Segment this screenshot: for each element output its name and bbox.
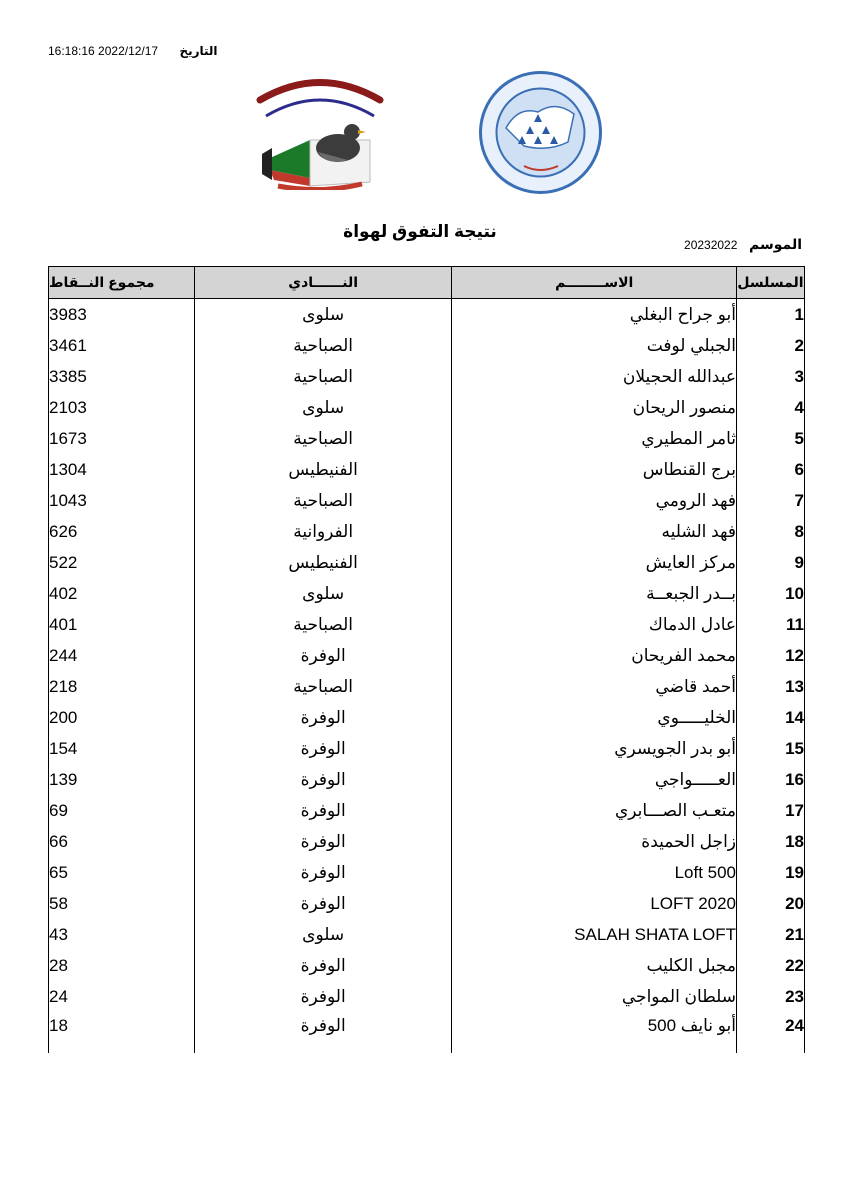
cell-name: عادل الدماك bbox=[452, 609, 737, 640]
cell-club: الوفرة bbox=[194, 826, 452, 857]
cell-club: سلوى bbox=[194, 919, 452, 950]
cell-name: أبو جراح البغلي bbox=[452, 299, 737, 331]
cell-name: الجبلي لوفت bbox=[452, 330, 737, 361]
table-row bbox=[49, 950, 805, 981]
cell-club: الوفرة bbox=[194, 640, 452, 671]
cell-club: الصباحية bbox=[194, 485, 452, 516]
cell-club: الوفرة bbox=[194, 733, 452, 764]
cell-points: 3983 bbox=[49, 299, 195, 331]
cell-club: الصباحية bbox=[194, 361, 452, 392]
cell-points: 3385 bbox=[49, 361, 195, 392]
cell-name: ثامر المطيري bbox=[452, 423, 737, 454]
table-row bbox=[49, 640, 805, 671]
cell-serial: 18 bbox=[737, 826, 805, 857]
cell-serial: 23 bbox=[737, 981, 805, 1012]
cell-serial: 12 bbox=[737, 640, 805, 671]
table-row bbox=[49, 702, 805, 733]
cell-club: سلوى bbox=[194, 299, 452, 331]
cell-name: متعـب الصـــابري bbox=[452, 795, 737, 826]
cell-name: الخليـــــوي bbox=[452, 702, 737, 733]
cell-name: أحمد قاضي bbox=[452, 671, 737, 702]
table-row bbox=[49, 516, 805, 547]
cell-club: الوفرة bbox=[194, 795, 452, 826]
cell-serial: 16 bbox=[737, 764, 805, 795]
header-name: الاســــــــم bbox=[452, 267, 737, 299]
season-info bbox=[684, 236, 802, 253]
cell-name: مجبل الكليب bbox=[452, 950, 737, 981]
cell-points: 43 bbox=[49, 919, 195, 950]
table-row bbox=[49, 578, 805, 609]
cell-serial: 15 bbox=[737, 733, 805, 764]
cell-name: زاجل الحميدة bbox=[452, 826, 737, 857]
cell-serial: 4 bbox=[737, 392, 805, 423]
cell-serial: 9 bbox=[737, 547, 805, 578]
cell-club: الوفرة bbox=[194, 888, 452, 919]
table-row bbox=[49, 764, 805, 795]
header-club: النــــــادي bbox=[194, 267, 452, 299]
cell-club: الصباحية bbox=[194, 609, 452, 640]
cell-name: Loft 500 bbox=[452, 857, 737, 888]
cell-name: برج القنطاس bbox=[452, 454, 737, 485]
cell-club: الفروانية bbox=[194, 516, 452, 547]
table-row bbox=[49, 485, 805, 516]
cell-serial: 8 bbox=[737, 516, 805, 547]
cell-points: 2103 bbox=[49, 392, 195, 423]
cell-name: أبو بدر الجويسري bbox=[452, 733, 737, 764]
cell-name: منصور الريحان bbox=[452, 392, 737, 423]
cell-serial: 24 bbox=[737, 1012, 805, 1053]
cell-name: محمد الفريحان bbox=[452, 640, 737, 671]
cell-points: 522 bbox=[49, 547, 195, 578]
cell-points: 28 bbox=[49, 950, 195, 981]
cell-points: 1304 bbox=[49, 454, 195, 485]
cell-name: بــدر الجبعــة bbox=[452, 578, 737, 609]
cell-points: 3461 bbox=[49, 330, 195, 361]
table-row bbox=[49, 547, 805, 578]
cell-serial: 22 bbox=[737, 950, 805, 981]
table-row bbox=[49, 454, 805, 485]
cell-serial: 17 bbox=[737, 795, 805, 826]
cell-points: 626 bbox=[49, 516, 195, 547]
cell-points: 401 bbox=[49, 609, 195, 640]
report-title: نتيجة التفوق لهواة bbox=[343, 222, 497, 241]
cell-club: الفنيطيس bbox=[194, 454, 452, 485]
cell-points: 139 bbox=[49, 764, 195, 795]
cell-points: 1043 bbox=[49, 485, 195, 516]
cell-name: SALAH SHATA LOFT bbox=[452, 919, 737, 950]
table-row bbox=[49, 392, 805, 423]
table-row bbox=[49, 888, 805, 919]
table-row bbox=[49, 733, 805, 764]
cell-points: 65 bbox=[49, 857, 195, 888]
cell-points: 154 bbox=[49, 733, 195, 764]
table-row bbox=[49, 330, 805, 361]
cell-serial: 13 bbox=[737, 671, 805, 702]
cell-points: 24 bbox=[49, 981, 195, 1012]
cell-name: فهد الرومي bbox=[452, 485, 737, 516]
cell-points: 1673 bbox=[49, 423, 195, 454]
cell-points: 200 bbox=[49, 702, 195, 733]
cell-serial: 7 bbox=[737, 485, 805, 516]
table-row bbox=[49, 423, 805, 454]
cell-serial: 1 bbox=[737, 299, 805, 331]
cell-points: 58 bbox=[49, 888, 195, 919]
kuwait-racing-pigeon-club-logo bbox=[250, 70, 390, 190]
season-label: الموسم bbox=[749, 236, 802, 252]
cell-points: 69 bbox=[49, 795, 195, 826]
report-date bbox=[48, 44, 218, 58]
results-table bbox=[48, 266, 805, 1053]
table-row bbox=[49, 981, 805, 1012]
cell-club: الوفرة bbox=[194, 950, 452, 981]
table-row bbox=[49, 857, 805, 888]
cell-club: الفنيطيس bbox=[194, 547, 452, 578]
cell-points: 218 bbox=[49, 671, 195, 702]
cell-name: أبو نايف 500 bbox=[452, 1012, 737, 1053]
cell-club: الصباحية bbox=[194, 423, 452, 454]
cell-club: الصباحية bbox=[194, 330, 452, 361]
table-row bbox=[49, 919, 805, 950]
table-header-row bbox=[49, 267, 805, 299]
cell-name: عبدالله الحجيلان bbox=[452, 361, 737, 392]
cell-serial: 21 bbox=[737, 919, 805, 950]
cell-points: 18 bbox=[49, 1012, 195, 1053]
table-row bbox=[49, 299, 805, 331]
kuwait-federation-racing-pigeon-logo bbox=[478, 70, 603, 195]
table-row bbox=[49, 795, 805, 826]
header-serial: المسلسل bbox=[737, 267, 805, 299]
cell-serial: 6 bbox=[737, 454, 805, 485]
cell-club: الصباحية bbox=[194, 671, 452, 702]
cell-serial: 20 bbox=[737, 888, 805, 919]
cell-serial: 19 bbox=[737, 857, 805, 888]
cell-points: 244 bbox=[49, 640, 195, 671]
table-row bbox=[49, 1012, 805, 1053]
cell-serial: 11 bbox=[737, 609, 805, 640]
cell-name: مركز العايش bbox=[452, 547, 737, 578]
cell-club: سلوى bbox=[194, 392, 452, 423]
cell-name: فهد الشليه bbox=[452, 516, 737, 547]
table-row bbox=[49, 826, 805, 857]
cell-serial: 10 bbox=[737, 578, 805, 609]
table-row bbox=[49, 671, 805, 702]
table-row bbox=[49, 361, 805, 392]
cell-club: الوفرة bbox=[194, 1012, 452, 1053]
cell-serial: 5 bbox=[737, 423, 805, 454]
header-points: مجموع النــقاط bbox=[49, 267, 195, 299]
cell-club: الوفرة bbox=[194, 764, 452, 795]
date-label: التاريخ bbox=[179, 44, 218, 58]
cell-points: 66 bbox=[49, 826, 195, 857]
cell-name: العـــــواجي bbox=[452, 764, 737, 795]
cell-name: LOFT 2020 bbox=[452, 888, 737, 919]
cell-club: الوفرة bbox=[194, 857, 452, 888]
cell-serial: 14 bbox=[737, 702, 805, 733]
season-value: 20232022 bbox=[684, 238, 738, 252]
cell-club: سلوى bbox=[194, 578, 452, 609]
cell-serial: 3 bbox=[737, 361, 805, 392]
cell-serial: 2 bbox=[737, 330, 805, 361]
cell-club: الوفرة bbox=[194, 981, 452, 1012]
cell-name: سلطان المواجي bbox=[452, 981, 737, 1012]
table-row bbox=[49, 609, 805, 640]
date-value: 16:18:16 2022/12/17 bbox=[48, 44, 159, 58]
cell-points: 402 bbox=[49, 578, 195, 609]
cell-club: الوفرة bbox=[194, 702, 452, 733]
